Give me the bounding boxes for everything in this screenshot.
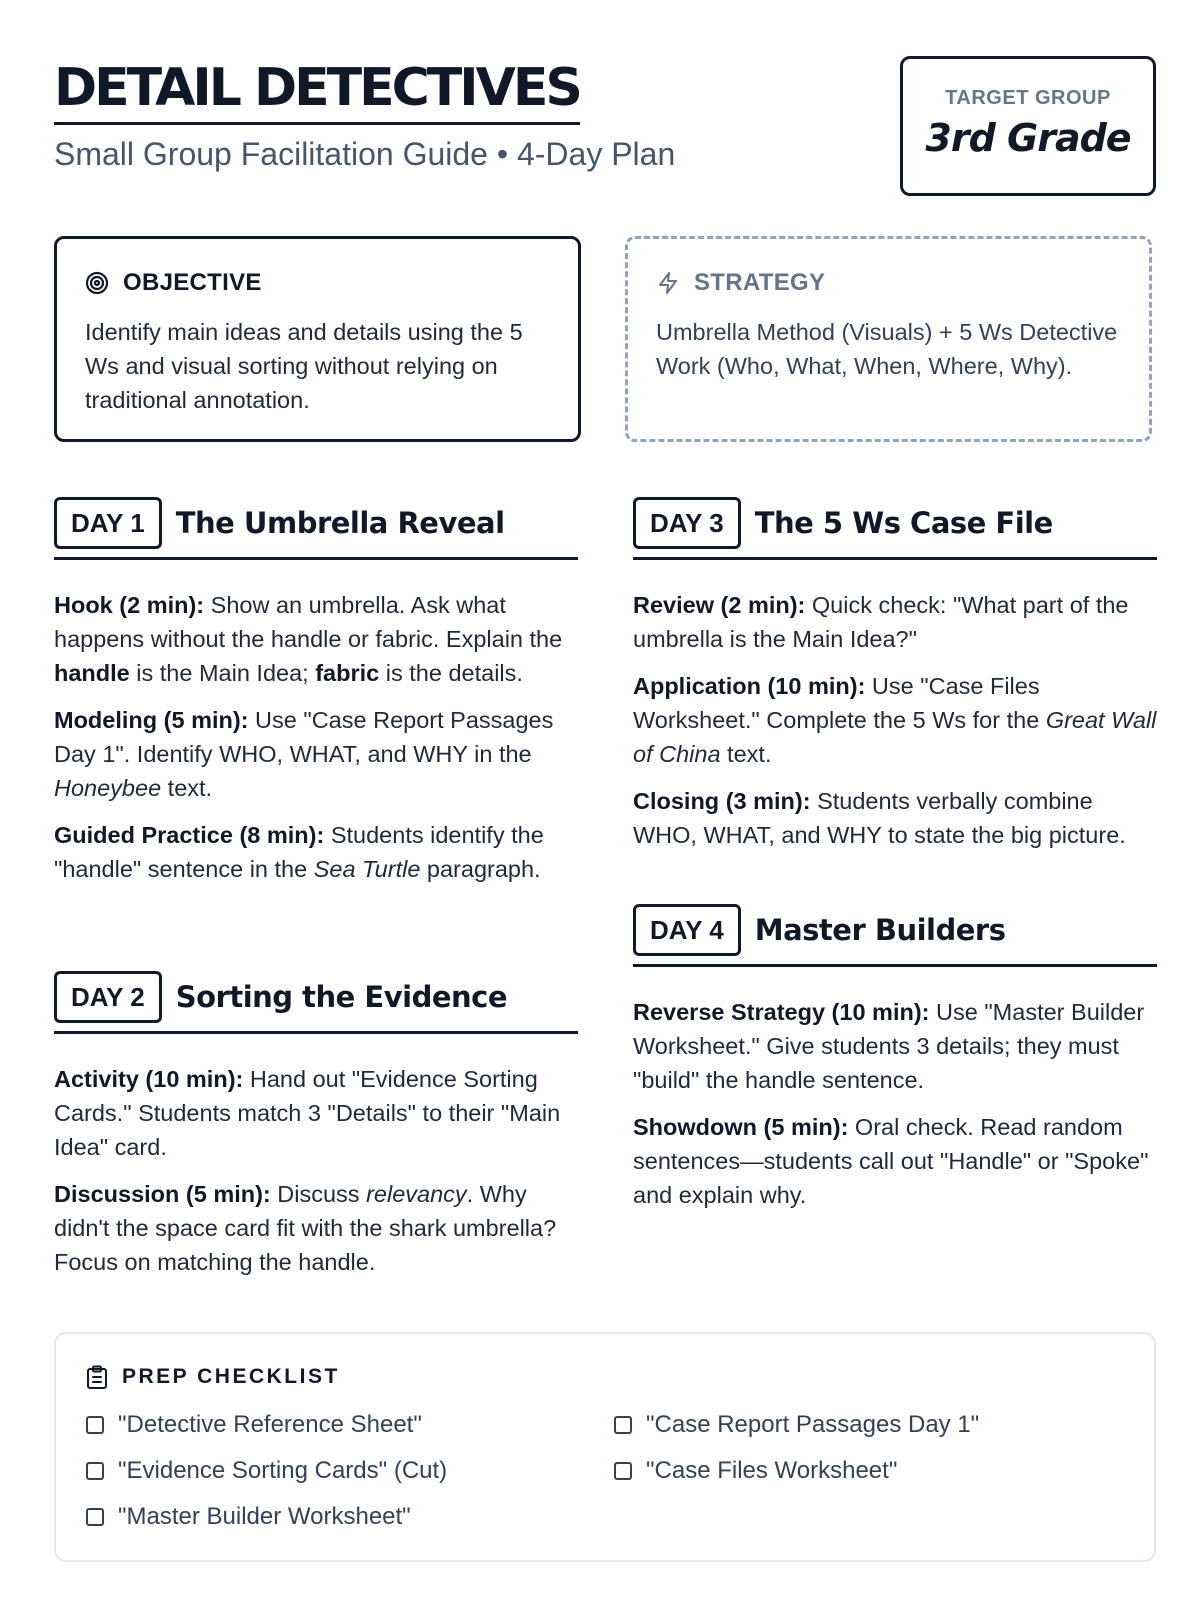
discussion-label: Discussion (5 min): (54, 1181, 271, 1207)
review-text: Quick check: "What part of the umbrella is the Main Idea?" (633, 592, 1129, 652)
day-1-badge: DAY 1 (54, 497, 162, 549)
checklist-item[interactable] (614, 1454, 897, 1488)
checklist-item-label: "Master Builder Worksheet" (118, 1503, 411, 1530)
objective-header (85, 267, 550, 299)
objective-title: OBJECTIVE (123, 269, 262, 296)
application-text: Use "Case Files Worksheet." Complete the 5 Ws for the (633, 673, 1046, 733)
page-title: DETAIL DETECTIVES (54, 58, 580, 125)
day-1-body (54, 588, 578, 886)
application-text-2: text. (720, 741, 772, 767)
day-1-section (54, 498, 578, 899)
modeling-label: Modeling (5 min): (54, 707, 249, 733)
closing-label: Closing (3 min): (633, 788, 811, 814)
showdown-label: Showdown (5 min): (633, 1114, 849, 1140)
checklist-item-label: "Case Report Passages Day 1" (646, 1411, 980, 1438)
honeybee-title: Honeybee (54, 775, 162, 801)
checkbox[interactable] (614, 1416, 632, 1434)
application-label: Application (10 min): (633, 673, 866, 699)
day-3-title: The 5 Ws Case File (754, 505, 1053, 540)
lightning-icon (656, 271, 680, 295)
checkbox[interactable] (86, 1462, 104, 1480)
target-group-box (900, 56, 1156, 196)
day-3-section (633, 498, 1157, 865)
strategy-text: Umbrella Method (Visuals) + 5 Ws Detective Work (Who, What, When, Where, Why). (656, 319, 1118, 379)
modeling-text-2: text. (161, 775, 213, 801)
checklist-item[interactable] (86, 1408, 422, 1442)
fabric-term: fabric (315, 660, 380, 686)
checkbox[interactable] (614, 1462, 632, 1480)
hook-text-3: is the details. (379, 660, 523, 686)
day-3-application (633, 669, 1157, 771)
checkbox[interactable] (86, 1416, 104, 1434)
handle-term: handle (54, 660, 130, 686)
objective-card (54, 236, 581, 442)
day-2-badge: DAY 2 (54, 971, 162, 1023)
guided-practice-text: Students identify the "handle" sentence in the (54, 822, 544, 882)
prep-checklist (54, 1332, 1156, 1562)
checkbox[interactable] (86, 1508, 104, 1526)
checklist-item-label: "Detective Reference Sheet" (118, 1411, 422, 1438)
day-3-closing (633, 784, 1157, 852)
day-2-title: Sorting the Evidence (175, 979, 508, 1014)
objective-text: Identify main ideas and details using the 5 Ws and visual sorting without relying on traditional annotation. (85, 319, 523, 413)
reverse-strategy-text: Use "Master Builder Worksheet." Give students 3 details; they must "build" the handle sentence. (633, 999, 1145, 1093)
day-3-review (633, 588, 1157, 656)
day-2-header (54, 972, 578, 1034)
day-1-title: The Umbrella Reveal (175, 505, 505, 540)
day-2-section (54, 972, 578, 1292)
hook-label: Hook (2 min): (54, 592, 205, 618)
great-wall-title: Great Wall of China (633, 707, 1157, 767)
day-3-badge: DAY 3 (633, 497, 741, 549)
strategy-header (656, 267, 1121, 299)
strategy-title: STRATEGY (694, 269, 826, 296)
sea-turtle-title: Sea Turtle (313, 856, 421, 882)
prep-checklist-header (86, 1362, 1124, 1392)
showdown-text: Oral check. Read random sentences—students call out "Handle" or "Spoke" and explain why. (633, 1114, 1149, 1208)
activity-text: Hand out "Evidence Sorting Cards." Students match 3 "Details" to their "Main Idea" card. (54, 1066, 561, 1160)
checklist-item[interactable] (86, 1454, 447, 1488)
prep-checklist-title: PREP CHECKLIST (122, 1365, 340, 1388)
page-subtitle: Small Group Facilitation Guide • 4-Day Plan (54, 136, 676, 172)
day-3-header (633, 498, 1157, 560)
checklist-item[interactable] (614, 1408, 979, 1442)
target-icon (85, 271, 109, 295)
guided-practice-text-2: paragraph. (420, 856, 541, 882)
day-2-activity (54, 1062, 578, 1164)
day-2-body (54, 1062, 578, 1279)
closing-text: Students verbally combine WHO, WHAT, and WHY to state the big picture. (633, 788, 1126, 848)
review-label: Review (2 min): (633, 592, 806, 618)
target-group-label: TARGET GROUP (945, 87, 1111, 109)
day-4-section (633, 905, 1157, 1225)
reverse-strategy-label: Reverse Strategy (10 min): (633, 999, 930, 1025)
modeling-text: Use "Case Report Passages Day 1". Identify WHO, WHAT, and WHY in the (54, 707, 554, 767)
strategy-card (625, 236, 1152, 442)
hook-text-2: is the Main Idea; (129, 660, 316, 686)
day-1-header (54, 498, 578, 560)
hook-text: Show an umbrella. Ask what happens without the handle or fabric. Explain the (54, 592, 563, 652)
day-4-title: Master Builders (754, 912, 1006, 947)
day-4-body (633, 995, 1157, 1212)
page-header (54, 56, 1156, 196)
checklist-item-label: "Evidence Sorting Cards" (Cut) (118, 1457, 448, 1484)
day-4-header (633, 905, 1157, 967)
day-4-badge: DAY 4 (633, 904, 741, 956)
checklist-item[interactable] (86, 1500, 411, 1534)
target-group-value: 3rd Grade (925, 116, 1131, 160)
checklist-items (86, 1408, 1124, 1558)
guided-practice-label: Guided Practice (8 min): (54, 822, 325, 848)
discussion-text-2: . Why didn't the space card fit with the shark umbrella? Focus on matching the handle. (54, 1181, 557, 1275)
relevancy-term: relevancy (366, 1181, 467, 1207)
clipboard-icon (86, 1365, 108, 1389)
day-4-reverse-strategy (633, 995, 1157, 1097)
day-3-body (633, 588, 1157, 852)
day-1-modeling (54, 703, 578, 805)
discussion-text: Discuss (270, 1181, 367, 1207)
day-2-discussion (54, 1177, 578, 1279)
day-4-showdown (633, 1110, 1157, 1212)
day-1-hook (54, 588, 578, 690)
activity-label: Activity (10 min): (54, 1066, 244, 1092)
day-1-guided-practice (54, 818, 578, 886)
checklist-item-label: "Case Files Worksheet" (646, 1457, 898, 1484)
